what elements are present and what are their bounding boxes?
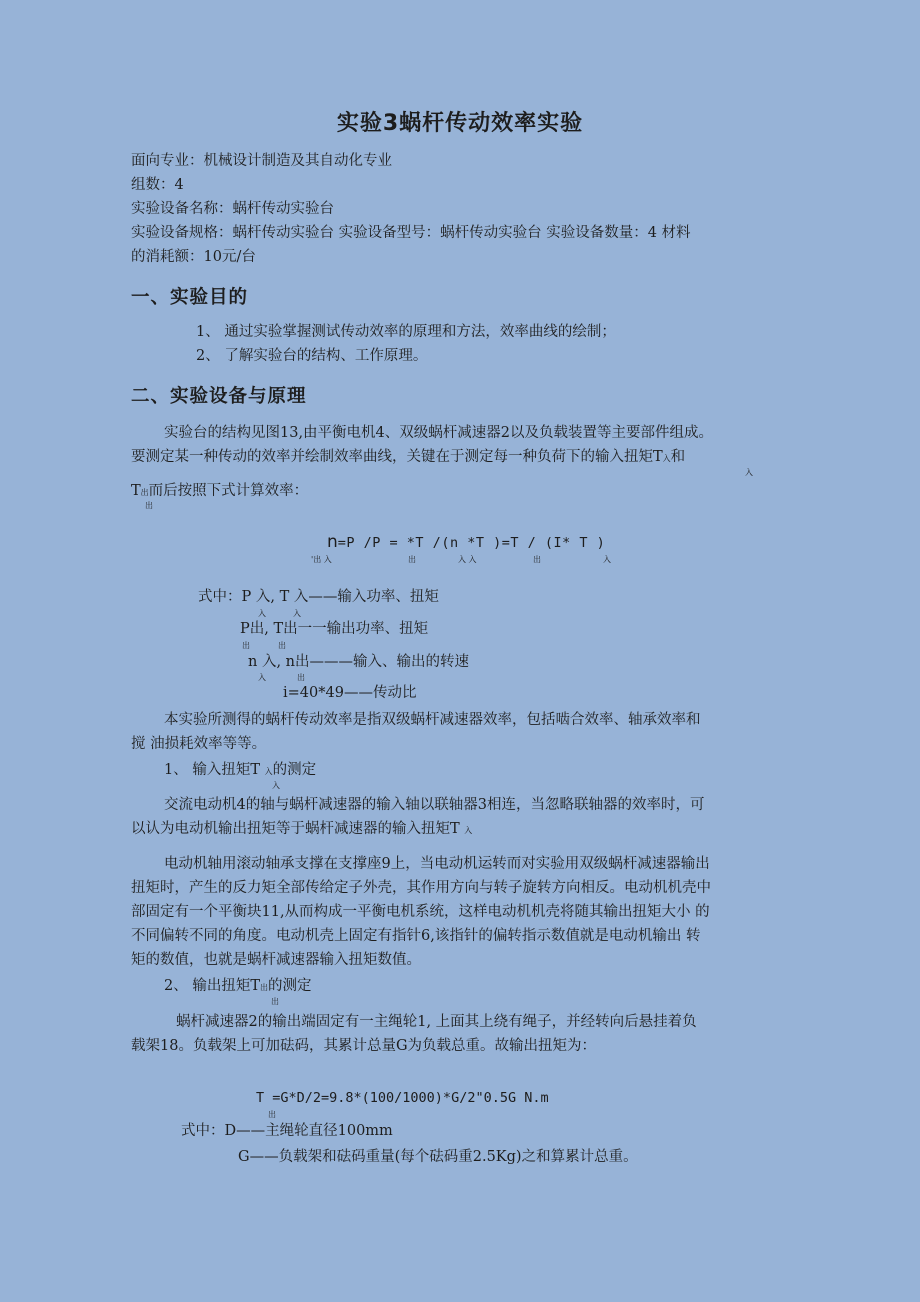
section-heading-equipment: 二、实验设备与原理 (131, 386, 307, 407)
where-line-1-sub-a: 入 (258, 609, 266, 618)
motor-para-line1: 电动机轴用滚动轴承支撑在支撑座9上，当电动机运转而对实验用双级蜗杆减速器输出 (164, 856, 710, 872)
where-line-2: P出, T出一一输出功率、扭矩 (240, 621, 429, 637)
motor-para-line4: 不同偏转不同的角度。电动机壳上固定有指针6,该指针的偏转指示数值就是电动机输出 转 (131, 928, 701, 944)
output-where-line2: G——负载架和砝码重量(每个砝码重2.5Kg)之和算累计总重。 (238, 1149, 638, 1165)
formula-sub-5: 入 (603, 555, 611, 564)
where-line-2-sub-a: 出 (242, 641, 250, 650)
subsection-2-subscript: 出 (271, 997, 279, 1006)
where-line-3: n 入, n出———输入、输出的转速 (248, 654, 470, 670)
subsection-1-subscript: 入 (272, 781, 280, 790)
input-torque-para-line2: 以认为电动机输出扭矩等于蜗杆减速器的输入扭矩T 入 (131, 821, 473, 837)
where-line-3-sub-a: 入 (258, 673, 266, 682)
output-torque-para-line2: 载架18。负载架上可加砝码，其累计总量G为负载总重。故输出扭矩为： (131, 1038, 597, 1054)
meta-groups: 组数：4 (131, 177, 184, 193)
formula-sub-1: '出 入 (311, 555, 332, 564)
meta-equipment-name: 实验设备名称：蜗杆传动实验台 (131, 201, 334, 217)
page-title: 实验3蜗杆传动效率实验 (336, 111, 584, 136)
where-line-1: 式中：P 入, T 入——输入功率、扭矩 (198, 589, 439, 605)
para1-line3-subscript: 出 (145, 501, 153, 510)
output-where-line1: 式中：D——主绳轮直径100mm (181, 1123, 393, 1139)
meta-equipment-spec: 实验设备规格：蜗杆传动实验台 实验设备型号：蜗杆传动实验台 实验设备数量：4 材料 (131, 225, 691, 241)
para1-line3: T出而后按照下式计算效率： (131, 483, 309, 499)
formula-sub-3: 入 入 (458, 555, 477, 564)
subsection-heading-input-torque: 1、 输入扭矩T 入的测定 (164, 762, 317, 778)
where-line-1-sub-b: 入 (293, 609, 301, 618)
formula-sub-2: 出 (408, 555, 416, 564)
meta-major: 面向专业：机械设计制造及其自动化专业 (131, 153, 392, 169)
para1-line1: 实验台的结构见图13,由平衡电机4、双级蜗杆减速器2以及负载装置等主要部件组成。 (164, 425, 714, 441)
para2-line2: 搅 油损耗效率等等。 (131, 736, 267, 752)
motor-para-line3: 部固定有一个平衡块11,从而构成一平衡电机系统，这样电动机机壳将随其输出扭矩大小 的 (131, 904, 710, 920)
eta-symbol: n (327, 532, 338, 552)
output-torque-para-line1: 蜗杆减速器2的输出端固定有一主绳轮1, 上面其上绕有绳子，并经转向后悬挂着负 (176, 1014, 697, 1030)
para1-line2: 要测定某一种传动的效率并绘制效率曲线，关键在于测定每一种负荷下的输入扭矩T入和 (131, 449, 686, 465)
purpose-item-1: 1、 通过实验掌握测试传动效率的原理和方法，效率曲线的绘制； (196, 324, 616, 340)
formula-sub-4: 出 (533, 555, 541, 564)
efficiency-formula: n=P /P = *T /(n *T )=T / (I* T ) (327, 532, 606, 552)
section-heading-purpose: 一、实验目的 (131, 287, 249, 308)
input-torque-para-line1: 交流电动机4的轴与蜗杆减速器的输入轴以联轴器3相连，当忽略联轴器的效率时，可 (164, 797, 705, 813)
where-line-4: i=40*49——传动比 (283, 685, 417, 701)
output-torque-formula-subscript: 出 (268, 1110, 276, 1119)
output-torque-formula: T =G*D/2=9.8*(100/1000)*G/2"0.5G N.m (256, 1090, 549, 1106)
purpose-item-2: 2、 了解实验台的结构、工作原理。 (196, 348, 428, 364)
para2-line1: 本实验所测得的蜗杆传动效率是指双级蜗杆减速器效率，包括啮合效率、轴承效率和 (164, 712, 701, 728)
motor-para-line5: 矩的数值，也就是蜗杆减速器输入扭矩数值。 (131, 952, 421, 968)
meta-consumption: 的消耗额：10元/台 (131, 249, 256, 265)
where-line-2-sub-b: 出 (278, 641, 286, 650)
where-line-3-sub-b: 出 (297, 673, 305, 682)
para1-line2-subscript: 入 (745, 468, 753, 477)
motor-para-line2: 扭矩时，产生的反力矩全部传给定子外壳，其作用方向与转子旋转方向相反。电动机机壳中 (131, 880, 711, 896)
subsection-heading-output-torque: 2、 输出扭矩T出的测定 (164, 978, 312, 994)
